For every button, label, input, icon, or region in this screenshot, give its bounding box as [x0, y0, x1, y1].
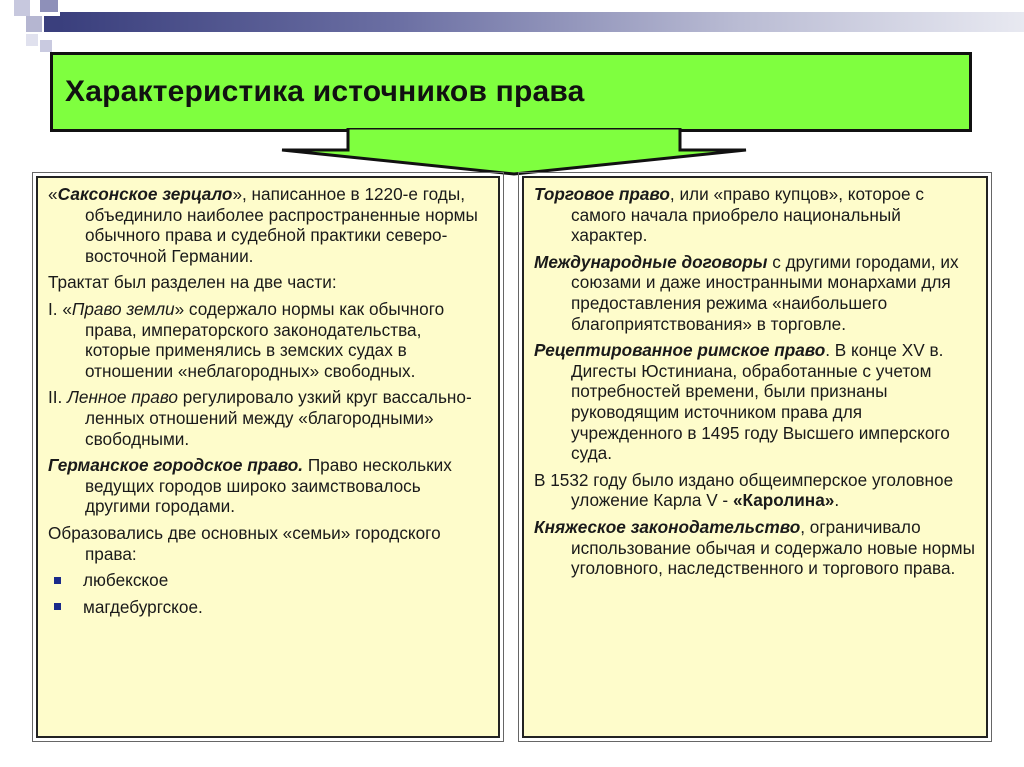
down-arrow-icon — [278, 128, 750, 176]
princely-legislation-paragraph: Княжеское законодательство, ограничивало использование обычая и содержало новые нормы уголовного, наследственного и торгового права. — [534, 516, 975, 579]
header-decoration-bar — [60, 12, 1024, 32]
right-panel — [522, 176, 988, 738]
decoration-square — [40, 40, 52, 52]
treatise-parts-paragraph: Трактат был разделен на две части: — [48, 272, 337, 293]
international-treaties-paragraph: Международные договоры с другими городами, их союзами и даже иностранными монархами для предоставления режима «наибольшего благоприятствования» в торговле. — [534, 251, 959, 334]
german-city-law-paragraph: Германское городское право. Право нескольких ведущих городов широко заимствовалось другими городами. — [48, 455, 452, 517]
roman-law-paragraph: Рецептированное римское право. В конце XV в. Дигесты Юстиниана, обработанные с учетом потребностей времени, были признаны руководящим источником права для учрежденного в 1495 году Высшего имперского суда. — [534, 340, 950, 464]
carolina-paragraph: В 1532 году было издано общеимперское уголовное уложение Карла V - «Каролина». — [534, 469, 954, 511]
list-item: любекское — [48, 570, 488, 591]
title-box — [50, 52, 972, 132]
land-law-paragraph: I. «Право земли» содержало нормы как обычного права, императорского законодательства, которые применялись в земских судах в отношении «неблагородных» свободных. — [48, 298, 445, 381]
decoration-square — [14, 0, 30, 16]
decoration-square — [40, 0, 58, 12]
saxon-mirror-paragraph: «Саксонское зерцало», написанное в 1220-е годы, объединило наиболее распространенные нормы обычного права и судебной практики северо-восточной Германии. — [48, 184, 478, 266]
city-law-families-paragraph: Образовались две основных «семьи» городского права: — [48, 522, 441, 564]
trade-law-paragraph: Торговое право, или «право купцов», которое с самого начала приобрело национальный характер. — [534, 184, 924, 246]
square-bullet-icon — [54, 577, 61, 584]
square-bullet-icon — [54, 603, 61, 610]
decoration-square — [44, 16, 60, 32]
left-panel — [36, 176, 500, 738]
decoration-square — [26, 34, 38, 46]
list-item: магдебургское. — [48, 597, 488, 618]
decoration-square — [26, 16, 42, 32]
feudal-law-paragraph: II. Ленное право регулировало узкий круг вассально-ленных отношений между «благородными» свободными. — [48, 387, 472, 449]
page-title: Характеристика источников права — [65, 75, 585, 108]
